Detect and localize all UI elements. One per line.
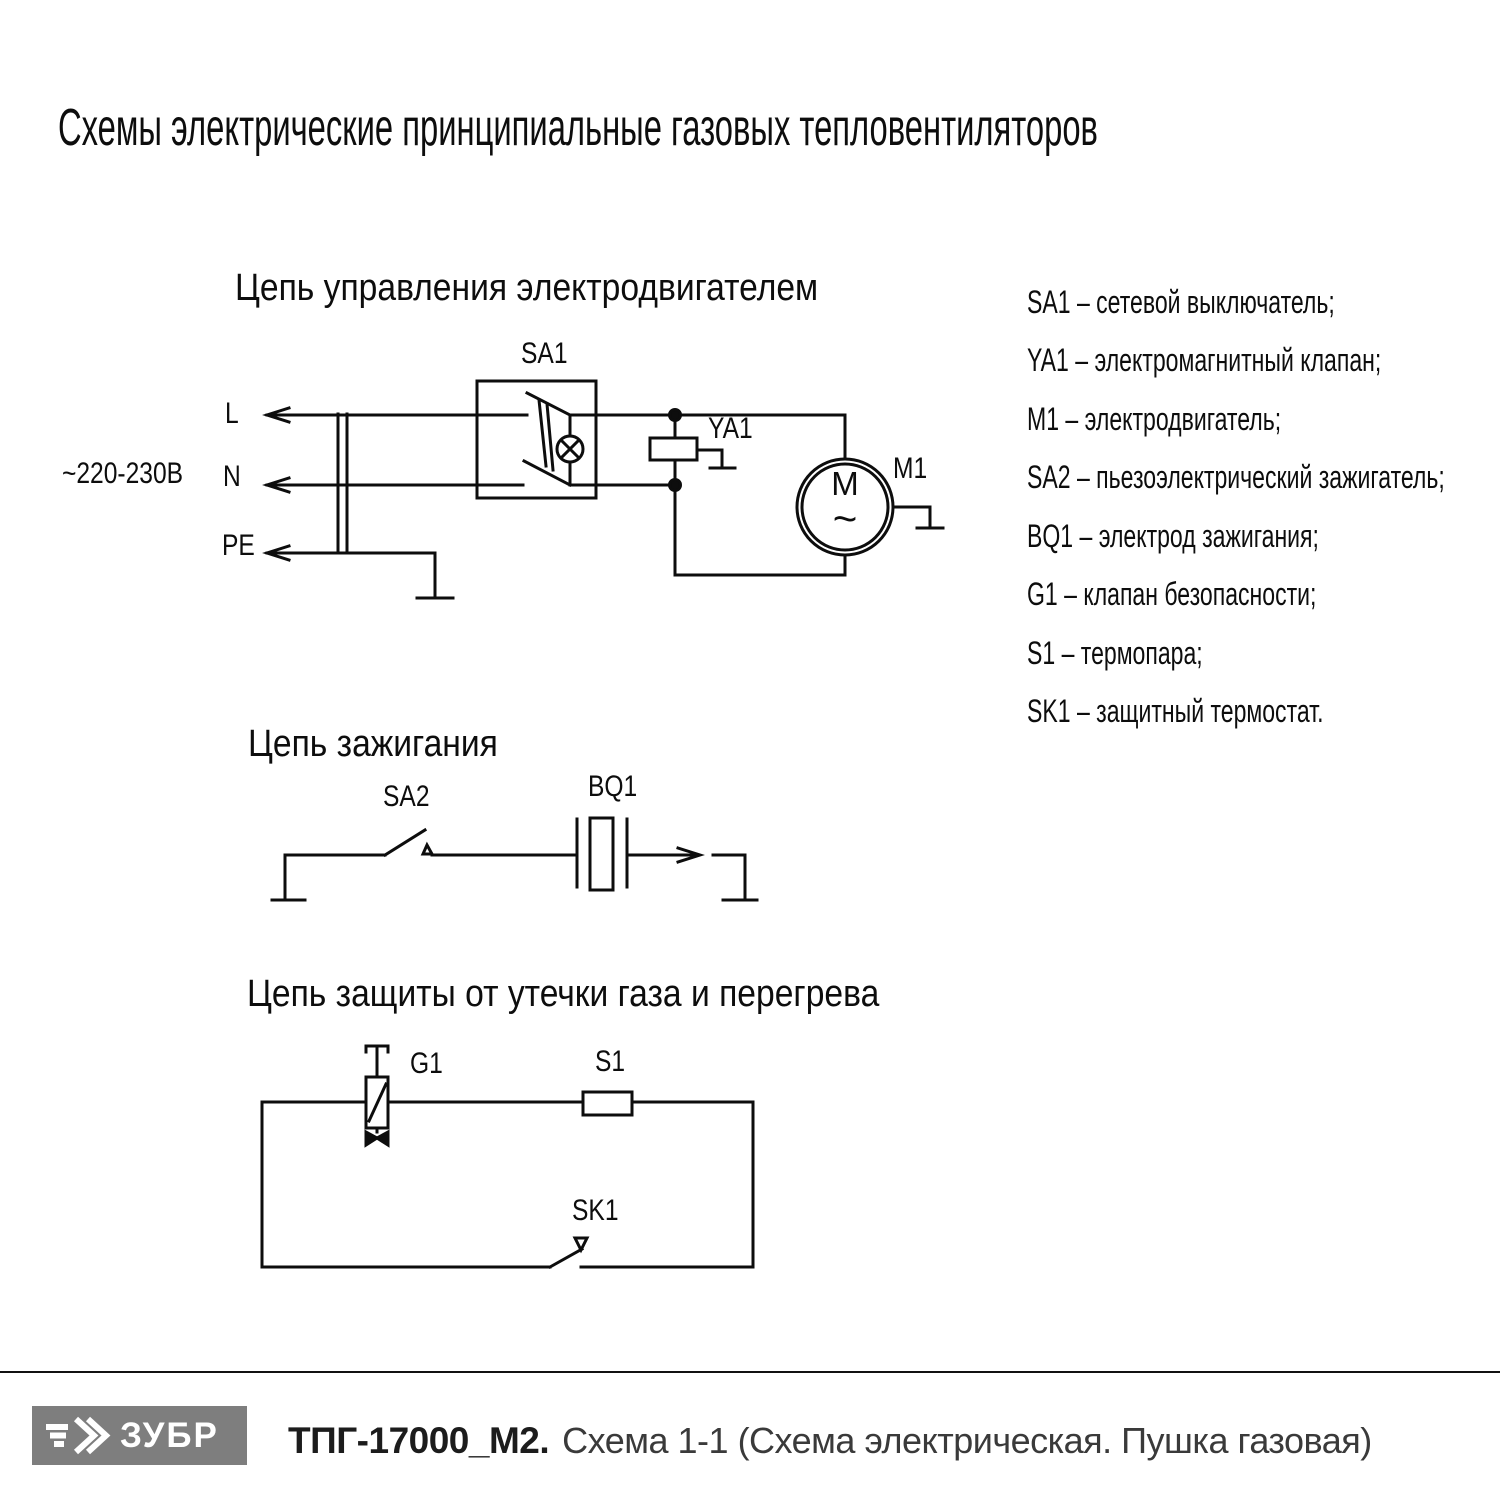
legend-item-sa1: SA1 – сетевой выключатель; (1027, 284, 1335, 320)
valve-g1 (366, 1046, 388, 1145)
protection-circuit (262, 1046, 753, 1267)
switch-sa2 (385, 830, 432, 855)
section-title-protection: Цепь защиты от утечки газа и перегрева (247, 973, 880, 1015)
ignition-circuit (272, 818, 757, 900)
section-title-motor-control: Цепь управления электродвигателем (235, 267, 819, 309)
sa1-switch-box (477, 381, 596, 498)
legend-item-sa2: SA2 – пьезоэлектрический зажигатель; (1027, 459, 1445, 495)
line-label-pe: PE (222, 529, 255, 562)
legend-item-ya1: YA1 – электромагнитный клапан; (1027, 342, 1382, 378)
page-title: Схемы электрические принципиальные газовых тепловентиляторов (58, 99, 1098, 157)
motor-symbol (797, 415, 943, 555)
earth-symbol-left (272, 855, 305, 900)
indicator-lamp-icon (557, 415, 583, 485)
label-s1: S1 (595, 1045, 626, 1078)
label-ya1: YA1 (708, 412, 753, 445)
label-sa1: SA1 (521, 337, 568, 370)
label-m1: M1 (893, 452, 928, 485)
brand-logo (32, 1406, 247, 1465)
thermocouple-s1 (583, 1092, 632, 1115)
earth-wire (267, 553, 435, 598)
motor-ac-wave: ~ (832, 495, 858, 542)
thermostat-sk1 (550, 1238, 587, 1267)
model-number: ТПГ-17000_М2. (288, 1420, 550, 1461)
label-g1: G1 (410, 1047, 443, 1080)
label-sa2: SA2 (383, 780, 430, 813)
legend-item-s1: S1 – термопара; (1027, 635, 1203, 671)
earth-symbol-right (713, 855, 757, 900)
label-sk1: SK1 (572, 1194, 619, 1227)
section-title-ignition: Цепь зажигания (248, 723, 498, 765)
motor-letter: M (831, 465, 859, 502)
brand-name: ЗУБР (120, 1415, 219, 1455)
legend-item-bq1: BQ1 – электрод зажигания; (1027, 518, 1319, 554)
schema-caption: Схема 1-1 (Схема электрическая. Пушка газовая) (562, 1420, 1372, 1461)
loop-wires (262, 1102, 753, 1267)
legend-item-g1: G1 – клапан безопасности; (1027, 576, 1317, 612)
label-bq1: BQ1 (588, 770, 638, 803)
line-label-n: N (223, 460, 241, 493)
voltage-label: ~220-230В (62, 457, 184, 490)
legend-item-sk1: SK1 – защитный термостат. (1027, 693, 1324, 729)
brand-bison-icon (32, 1406, 120, 1465)
line-label-l: L (225, 397, 239, 430)
footer-caption-row (288, 1420, 1372, 1462)
footer-divider (0, 1371, 1500, 1373)
neutral-return-wire (675, 485, 845, 575)
electrode-bq1 (577, 818, 627, 890)
legend-item-m1: M1 – электродвигатель; (1027, 401, 1282, 437)
